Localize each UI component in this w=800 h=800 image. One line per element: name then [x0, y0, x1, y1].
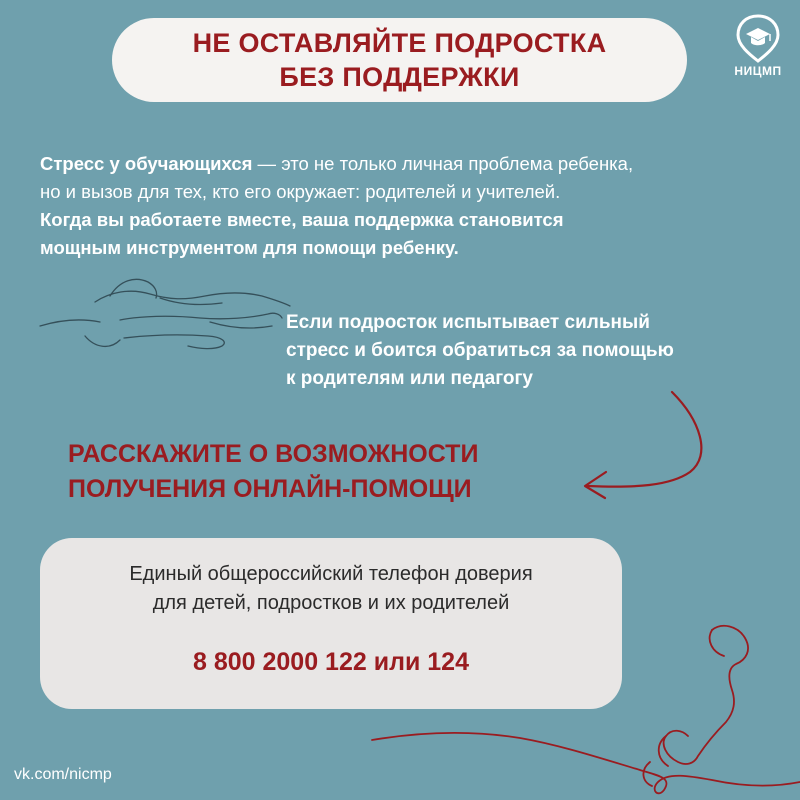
- title-banner: [112, 18, 687, 102]
- helpline-description: [40, 560, 622, 618]
- helpline-desc-line-2: для детей, подростков и их родителей: [152, 592, 510, 614]
- title-line-2: БЕЗ ПОДДЕРЖКИ: [279, 62, 520, 92]
- stress-hint: [286, 309, 756, 393]
- intro-line-1-rest: — это не только личная проблема ребенка,: [252, 153, 634, 174]
- cta-line-2: ПОЛУЧЕНИЯ ОНЛАЙН-ПОМОЩИ: [68, 475, 472, 503]
- curved-arrow-icon: [585, 392, 701, 498]
- logo-text: НИЦМП: [734, 64, 782, 78]
- intro-line-3: Когда вы работаете вместе, ваша поддержка становится: [40, 209, 564, 230]
- helpline-phone-number[interactable]: 8 800 2000 122 или 124: [192, 648, 469, 676]
- graduation-cap-pin-icon: [727, 12, 789, 64]
- intro-line-4: мощным инструментом для помощи ребенку.: [40, 237, 459, 258]
- hint-line-2: стресс и боится обратиться за помощью: [286, 340, 674, 361]
- hint-line-3: к родителям или педагогу: [286, 368, 533, 389]
- title-line-1: НЕ ОСТАВЛЯЙТЕ ПОДРОСТКА: [192, 28, 607, 58]
- hands-icon: [40, 279, 290, 348]
- cta-line-1: РАССКАЖИТЕ О ВОЗМОЖНОСТИ: [68, 440, 479, 468]
- logo: [727, 12, 789, 82]
- intro-paragraph: [40, 150, 780, 262]
- intro-line-2: но и вызов для тех, кто его окружает: родителей и учителей.: [40, 181, 561, 202]
- call-to-action: [68, 437, 588, 507]
- helpline-desc-line-1: Единый общероссийский телефон доверия: [129, 563, 533, 585]
- intro-bold-term: Стресс у обучающихся: [40, 153, 253, 174]
- vk-link[interactable]: vk.com/nicmp: [14, 766, 112, 783]
- helpline-card: [40, 538, 622, 709]
- hint-line-1: Если подросток испытывает сильный: [286, 312, 650, 333]
